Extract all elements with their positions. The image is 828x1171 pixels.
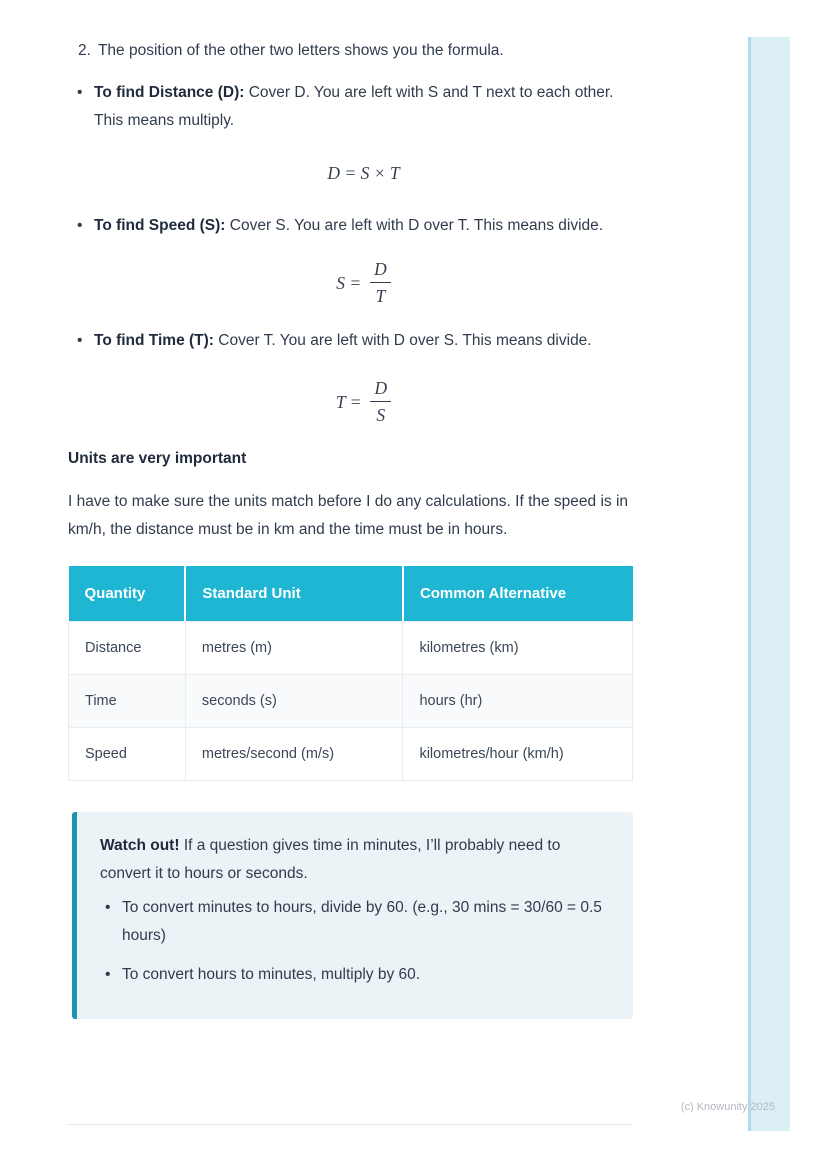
callout-item: • To convert hours to minutes, multiply by 60. — [100, 961, 609, 989]
bullet-text: Cover S. You are left with D over T. This means divide. — [229, 217, 604, 234]
callout-watch-out — [72, 812, 633, 1019]
formula-display-distance — [94, 161, 633, 185]
bullet-lead: To find Time (T): — [94, 332, 214, 349]
column-header-standard-unit: Standard Unit — [185, 566, 403, 622]
units-table — [68, 566, 633, 781]
fraction-numerator: D — [374, 378, 388, 398]
table-cell: hours (hr) — [403, 675, 633, 728]
list-item-speed — [68, 212, 633, 308]
fraction — [370, 257, 391, 308]
callout-item: • To convert minutes to hours, divide by 60. (e.g., 30 mins = 30/60 = 0.5 hours) — [100, 894, 609, 950]
formula-display-time — [94, 376, 633, 427]
footer-divider — [68, 1124, 633, 1125]
table-cell: kilometres (km) — [403, 622, 633, 675]
table-row-distance — [69, 622, 633, 675]
table-cell: kilometres/hour (km/h) — [403, 728, 633, 781]
table-cell: Time — [69, 675, 186, 728]
fraction-numerator: D — [374, 259, 387, 279]
table-row-time — [69, 675, 633, 728]
item-text: The position of the other two letters shows you the formula. — [97, 42, 504, 59]
column-header-quantity: Quantity — [69, 566, 186, 622]
bullet-text: Cover D. You are left with S and T next to each other. This means multiply. — [94, 84, 614, 129]
callout-text: If a question gives time in minutes, I’ll probably need to convert it to hours or seconds. — [100, 837, 561, 882]
formula-text: D = S × T — [327, 163, 400, 183]
table-cell: metres (m) — [185, 622, 403, 675]
document-content — [68, 0, 633, 1019]
list-item-time — [68, 327, 633, 427]
units-paragraph: I have to make sure the units match before I do any calculations. If the speed is in km/h, the distance must be in km and the time must be in hours. — [68, 493, 629, 538]
list-item-distance — [68, 79, 633, 185]
bullet-lead: To find Speed (S): — [94, 217, 226, 234]
table-cell: metres/second (m/s) — [185, 728, 403, 781]
table-cell: Distance — [69, 622, 186, 675]
numbered-item — [68, 37, 633, 65]
table-header-row — [69, 566, 633, 622]
column-header-common-alternative: Common Alternative — [403, 566, 633, 622]
table-row-speed — [69, 728, 633, 781]
formula-lhs: S = — [336, 272, 362, 293]
item-number: 2. — [78, 42, 91, 59]
fraction — [370, 376, 391, 427]
table-cell: Speed — [69, 728, 186, 781]
bullet-text: Cover T. You are left with D over S. This means divide. — [218, 332, 592, 349]
page-edge-strip — [748, 37, 790, 1131]
callout-list — [100, 894, 609, 989]
formula-lhs: T = — [335, 391, 362, 412]
callout-lead: Watch out! — [100, 837, 180, 854]
table-cell: seconds (s) — [185, 675, 403, 728]
formula-list — [68, 79, 633, 427]
fraction-denominator: T — [370, 282, 391, 308]
page-footer: (c) Knowunity 2025 — [680, 1101, 775, 1113]
bullet-lead: To find Distance (D): — [94, 84, 245, 101]
formula-display-speed — [94, 257, 633, 308]
section-heading: Units are very important — [68, 450, 247, 467]
fraction-denominator: S — [370, 401, 391, 427]
